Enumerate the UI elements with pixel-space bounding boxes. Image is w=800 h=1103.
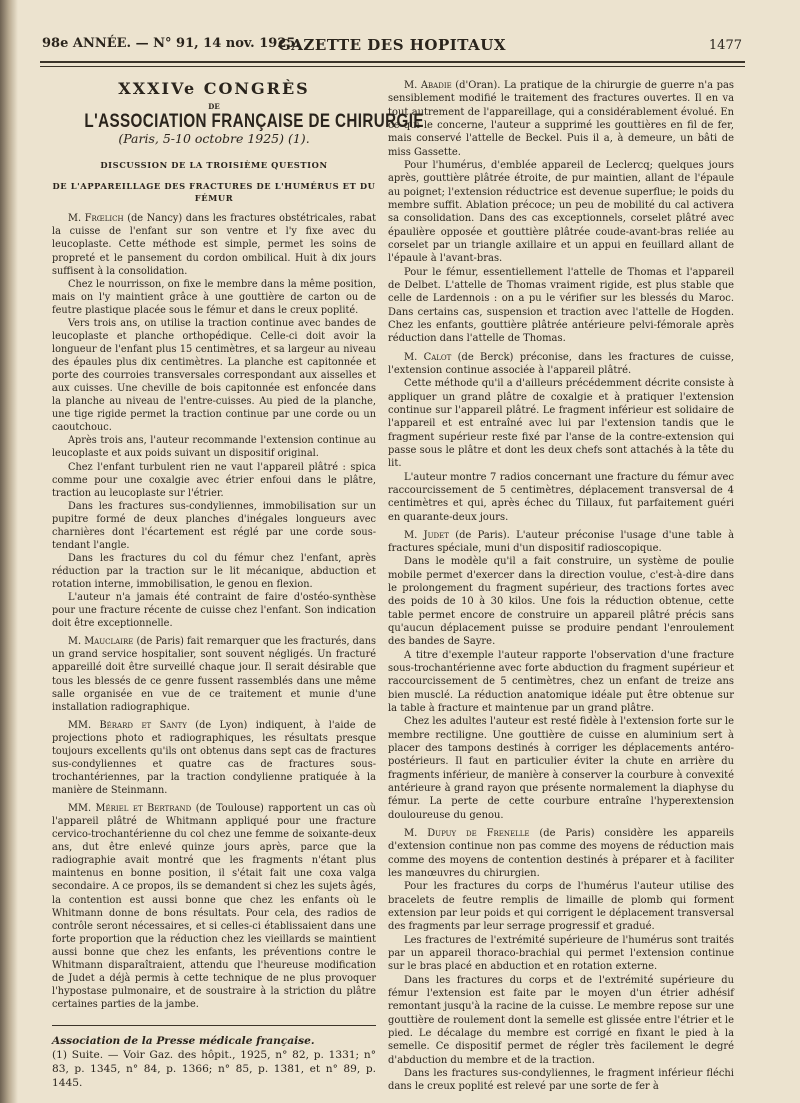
- paragraph: [388, 827, 734, 880]
- paragraph-text: A titre d'exemple l'auteur rapporte l'observation d'une fracture sous-trochantérienne avec forte abduction du fragment supérieur et raccourcissement de 5 centimètres, chez un enfant de treize ans bien musclé. La réduction anatomique idéale put être obtenue sur la table à fracture et maintenue par un grand plâtre.: [388, 649, 734, 715]
- association-title: L'ASSOCIATION FRANÇAISE DE CHIRURGIE: [84, 111, 424, 133]
- paragraph-text: (d'Oran). La pratique de la chirurgie de guerre n'a pas sensiblement modifié le traitement des fractures ouvertes. Il en va tout autrement de l'appareillage, qui a considérablement évolué. En ce qui le concerne, l'auteur a supprimé les gouttières en fil de fer, mais conservé l'attelle de Beckel. Puis il a, à demeure, un bâti de miss Gassette.: [388, 80, 734, 158]
- footnote-text: (1) Suite. — Voir Gaz. des hôpit., 1925, n° 82, p. 1331; n° 83, p. 1345, n° 84, p. 1366; n° 85, p. 1381, et n° 89, p. 1445.: [52, 1049, 376, 1090]
- paragraph-text: Chez le nourrisson, on fixe le membre dans la même position, mais on l'y maintient grâce à une gouttière de carton ou de feutre plastique placée sous le fémur et dans le creux poplité.: [52, 278, 376, 316]
- discussion-heading: DISCUSSION DE LA TROISIÈME QUESTION: [100, 160, 328, 171]
- congress-de: DE: [208, 102, 220, 112]
- journal-title: GAZETTE DES HOPITAUX: [277, 36, 506, 54]
- paragraph-text: (de Lyon) indiquent, à l'aide de projections photo et radiographiques, les résultats presque toujours excellents qu'ils ont obtenus dans sept cas de fractures sus-condyliennes et quatre cas de fractures sous-trochantériennes, par la traction condylienne pratiquée à la manière de Steinmann.: [52, 719, 376, 796]
- footnote-rule: [52, 1025, 376, 1026]
- speaker-name: M. Mauclaire: [68, 636, 134, 648]
- issue-info: 98e ANNÉE. — N° 91, 14 nov. 1925.: [42, 36, 300, 51]
- paragraph: [52, 461, 376, 500]
- right-column: [388, 74, 734, 1094]
- speaker-name: MM. Bérard et Santy: [68, 719, 187, 731]
- paragraph-text: Dans les fractures sus-condyliennes, le fragment inférieur fléchi dans le creux poplité est relevé par une sorte de fer à: [388, 1067, 734, 1093]
- paragraph-text: (de Paris) considère les appareils d'extension continue non pas comme des moyens de réduction mais comme des moyens de contention destinés à préparer et à faciliter les manœuvres du chirurgien.: [388, 828, 734, 880]
- speaker-name: M. Judet: [404, 529, 449, 541]
- paragraph: [52, 212, 376, 277]
- paragraph-text: Dans les fractures du col du fémur chez l'enfant, après réduction par la traction sur le lit mécanique, abduction et rotation interne, immobilisation, le genou en flexion.: [52, 552, 376, 591]
- running-header: [42, 34, 742, 58]
- paragraph: [388, 715, 734, 822]
- left-column: [52, 74, 424, 1090]
- paragraph: [388, 159, 734, 266]
- right-article-body: [388, 79, 734, 1094]
- paragraph: [52, 500, 376, 552]
- paragraph-text: Vers trois ans, on utilise la traction continue avec bandes de leucoplaste et planche orthopédique. Celle-ci doit avoir la longueur de l'enfant plus 15 centimètres, et sa largeur au niveau des épaules plus dix centimètres. La planche est capitonnée et porte des courroies transversales correspondant aux aisselles et aux cuisses. Une cheville de bois capitonnée est enfoncée dans la planche au niveau de l'entre-cuisses. Au pied de la planche, une tige rigide permet la traction continue par une corde ou un caoutchouc.: [52, 317, 376, 434]
- paragraph: [52, 552, 376, 591]
- paragraph: [388, 880, 734, 933]
- paragraph-text: Chez l'enfant turbulent rien ne vaut l'appareil plâtré : spica comme pour une coxalgie avec étrier enfoui dans le plâtre, traction au leucoplaste sur l'étrier.: [52, 461, 376, 499]
- paragraph-text: (de Berck) préconise, dans les fractures de cuisse, l'extension continue associée à l'appareil plâtré.: [388, 351, 734, 376]
- paragraph-text: Dans les fractures du corps et de l'extrémité supérieure du fémur l'extension est faite par le moyen d'un étrier adhésif remontant jusqu'à la racine de la cuisse. Le membre repose sur une gouttière de roulement dont la semelle est glissée entre l'étrier et le pied. Le décalage du membre est corrigé en fixant le pied à la semelle. Ce dispositif permet de régler très facilement le degré d'abduction du membre et de la traction.: [388, 974, 734, 1066]
- paragraph: [388, 529, 734, 556]
- paragraph-text: Dans le modèle qu'il a fait construire, un système de poulie mobile permet d'exercer dans la direction voulue, c'est-à-dire dans le prolongement du fragment supérieur, des tractions fortes avec des poids de 10 à 30 kilos. Une fois la réduction obtenue, cette table permet encore de construire un appareil plâtré précis sans qu'aucun déplacement puisse se produire pendant l'enroulement des bandes de Sayre.: [388, 556, 734, 648]
- paragraph: [388, 351, 734, 378]
- header-rule-thin: [40, 66, 745, 67]
- paragraph-text: Pour l'humérus, d'emblée appareil de Leclercq; quelques jours après, gouttière plâtrée étroite, de pur maintien, allant de l'épaule au poignet; l'extension réductrice est devenue superflue; le poids du membre suffit. Ablation précoce; un peu de mobilité du cal activera sa consolidation. Dans des cas exceptionnels, corselet plâtré avec épaulière opposée et gouttière plâtrée coude-avant-bras reliée au corselet par un triangle axillaire et un appui en feuillard allant de l'épaule à l'avant-bras.: [388, 159, 734, 265]
- paragraph-text: Les fractures de l'extrémité supérieure de l'humérus sont traités par un appareil thoraco-brachial qui permet l'extension continue sur le bras placé en abduction et en rotation externe.: [388, 934, 734, 973]
- footnote-source: Association de la Presse médicale française.: [52, 1035, 315, 1048]
- paragraph: [52, 719, 376, 797]
- left-article-body: [52, 212, 376, 1011]
- paragraph: [52, 635, 376, 713]
- paragraph-text: Pour le fémur, essentiellement l'attelle de Thomas et l'appareil de Delbet. L'attelle de Thomas vraiment rigide, est plus stable que celle de Lardennois : on a pu le vérifier sur les blessés du Maroc. Dans certains cas, suspension et traction avec l'attelle de Hogden. Chez les enfants, gouttière plâtrée antérieure pelvi-fémorale après réduction dans l'attelle de Thomas.: [388, 266, 734, 345]
- page-number: 1477: [708, 38, 742, 53]
- paragraph: [52, 434, 376, 460]
- paragraph: [52, 802, 376, 1011]
- paragraph: [388, 555, 734, 648]
- speaker-name: M. Dupuy de Frenelle: [404, 828, 530, 840]
- paragraph: [388, 974, 734, 1067]
- paragraph: [388, 377, 734, 470]
- speaker-name: M. Calot: [404, 351, 452, 363]
- paragraph: [388, 1067, 734, 1094]
- paragraph-text: (de Toulouse) rapportent un cas où l'appareil plâtré de Whitmann appliqué pour une fracture cervico-trochantérienne du col chez une femme de soixante-deux ans, dut être enlevé quinze jours après, parce que la radiographie avait montré que les fragments n'étant plus maintenus en bonne position, il s'était fait une coxa valga secondaire. A ce propos, ils se demandent si chez les sujets âgés, la contention est aussi bonne que chez les enfants où le Whitmann donne de bons résultats. Pour cela, des radios de contrôle seront nécessaires, et si celles-ci établissaient dans une forte proportion que la réduction chez les vieillards se maintient aussi bonne que chez les enfants, les préventions contre le Whitmann disparaîtraient, attendu que l'heureuse modification de Judet a déjà permis à cette technique de ne plus provoquer l'hypostase pulmonaire, et de soustraire à la striction du plâtre certaines parties de la jambe.: [52, 803, 377, 1010]
- paragraph: [388, 266, 734, 346]
- paragraph-text: Pour les fractures du corps de l'humérus l'auteur utilise des bracelets de feutre remplis de limaille de plomb qui forment extension par leur poids et qui corrigent le déplacement transversal des fragments par leur serrage progressif et gradué.: [388, 881, 734, 933]
- paragraph-text: Cette méthode qu'il a d'ailleurs précédemment décrite consiste à appliquer un grand plâtre de coxalgie et à pratiquer l'extension continue sur l'appareil plâtré. Le fragment inférieur est solidaire de l'appareil et est entraîné avec lui par l'extension tandis que le fragment supérieur reste fixé par l'anse de la contre-extension qui passe sous le plâtre et dont les deux chefs sont attachés à la tête du lit.: [388, 378, 734, 470]
- paragraph: [388, 649, 734, 716]
- footnote: [52, 1034, 376, 1090]
- paragraph: [388, 79, 734, 159]
- paragraph-text: L'auteur montre 7 radios concernant une fracture du fémur avec raccourcissement de 5 centimètres, déplacement transversal de 4 centimètres et qui, après échec du Tillaux, fut parfaitement guéri en quarante-deux jours.: [388, 471, 734, 523]
- paragraph-text: (de Paris). L'auteur préconise l'usage d'une table à fractures spéciale, muni d'un dispositif radioscopique.: [388, 529, 734, 555]
- speaker-name: M. Frœlich: [68, 213, 124, 225]
- paragraph-text: Dans les fractures sus-condyliennes, immobilisation sur un pupitre formé de deux planches d'inégales longueurs avec charnières dont l'écartement est réglé par une corde sous-tendant l'angle.: [52, 500, 376, 551]
- paragraph: [52, 591, 376, 630]
- paragraph-text: (de Paris) fait remarquer que les fracturés, dans un grand service hospitalier, sont souvent négligés. Un fracturé appareillé doit être surveillé chaque jour. Il serait désirable que tous les blessés de ce genre fussent rassemblés dans une même salle organisée en vue de ce traitement et munie d'une installation radiographique.: [52, 636, 377, 713]
- congress-place-date: (Paris, 5-10 octobre 1925) (1).: [118, 131, 310, 147]
- paragraph: [52, 317, 376, 435]
- page-binding-edge: [0, 0, 18, 1103]
- header-rule-thick: [40, 61, 745, 63]
- paragraph: [388, 934, 734, 974]
- paragraph-text: Chez les adultes l'auteur est resté fidèle à l'extension forte sur le membre rectiligne. Une gouttière de cuisse en aluminium sert à placer des tampons destinés à corriger les déplacements antéro-postérieurs. Il faut en particulier éviter la chute en arrière du fragments inférieur, de manière à conserver la courbure à convexité antérieure à grand rayon que présente normalement la diaphyse du fémur. La perte de cette courbure entraîne l'hyperextension douloureuse du genou.: [388, 716, 734, 821]
- discussion-subject: DE L'APPAREILLAGE DES FRACTURES DE L'HUMÉRUS ET DU FÉMUR: [52, 181, 376, 204]
- paragraph-text: Après trois ans, l'auteur recommande l'extension continue au leucoplaste et aux poids suivant un dispositif original.: [52, 435, 376, 460]
- paragraph: [388, 471, 734, 524]
- paragraph-text: L'auteur n'a jamais été contraint de faire d'ostéo-synthèse pour une fracture récente de cuisse chez l'enfant. Son indication doit être exceptionnelle.: [52, 592, 376, 630]
- paragraph-text: (de Nancy) dans les fractures obstétricales, rabat la cuisse de l'enfant sur son ventre et l'y fixe avec du leucoplaste. Cette méthode est simple, permet les soins de propreté et le pansement du cordon ombilical. Huit à dix jours suffisent à la consolidation.: [52, 213, 376, 277]
- speaker-name: MM. Mériel et Bertrand: [68, 803, 192, 815]
- congress-title: XXXIVe CONGRÈS: [118, 79, 310, 98]
- speaker-name: M. Abadie: [404, 80, 452, 91]
- paragraph: [52, 278, 376, 317]
